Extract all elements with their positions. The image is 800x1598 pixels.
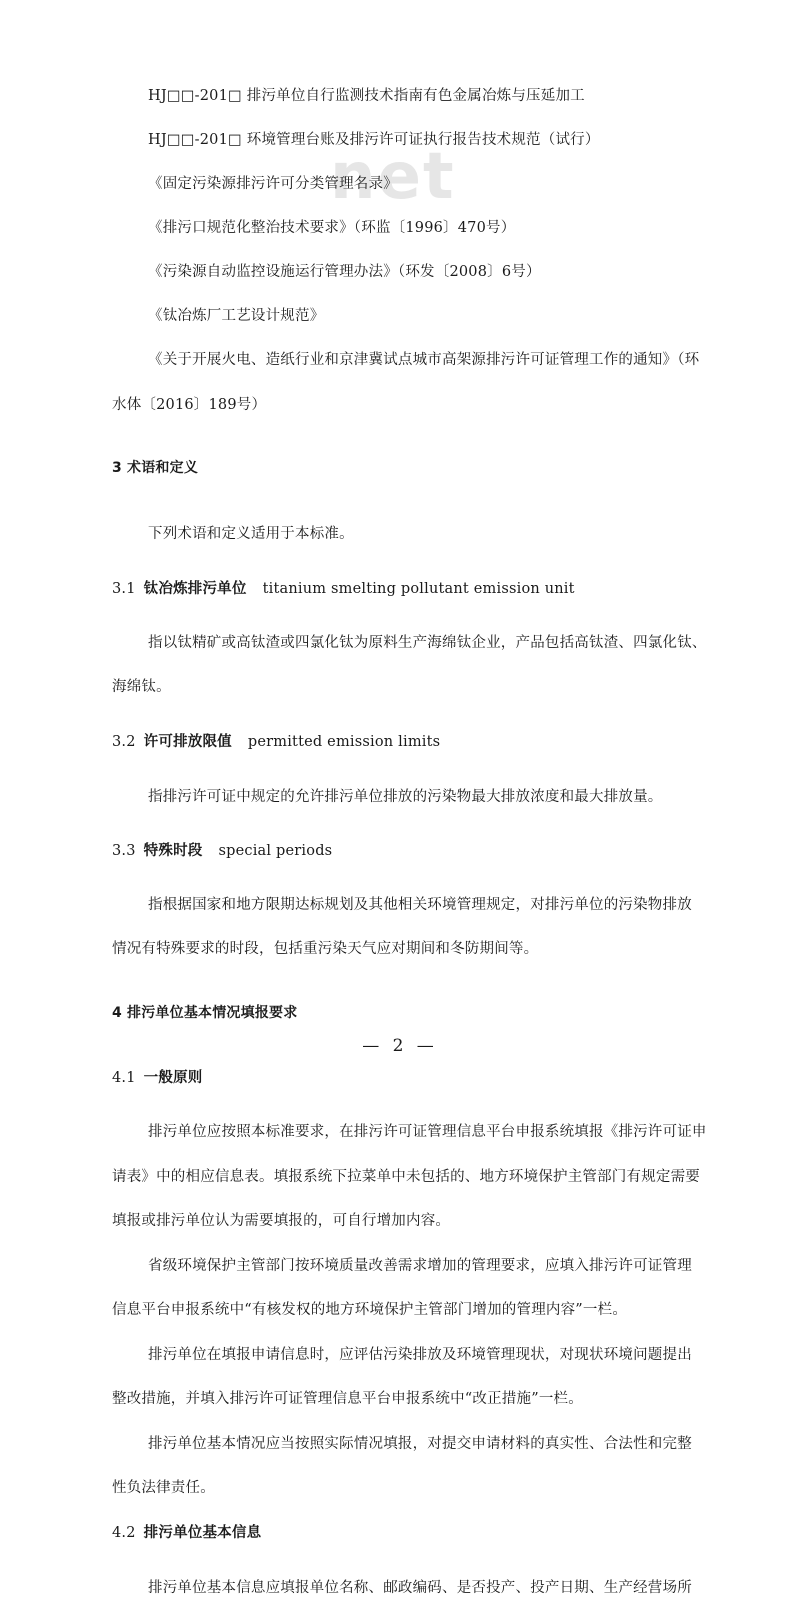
reference-line: 水体〔2016〕189号）: [112, 397, 267, 413]
subsection-title: [112, 732, 800, 752]
paragraph-line: 省级环境保护主管部门按环境质量改善需求增加的管理要求，应填入排污许可证管理: [148, 1258, 692, 1274]
paragraph-line: 排污单位基本信息应填报单位名称、邮政编码、是否投产、投产日期、生产经营场所: [148, 1580, 692, 1596]
section-heading: 4 排污单位基本情况填报要求: [112, 1005, 298, 1021]
paragraph-line: 排污单位基本情况应当按照实际情况填报，对提交申请材料的真实性、合法性和完整: [148, 1436, 692, 1452]
subsection-title: [112, 841, 800, 861]
reference-line: 《关于开展火电、造纸行业和京津冀试点城市高架源排污许可证管理工作的通知》（环: [148, 352, 700, 368]
subsection-title-en: permitted emission limits: [247, 734, 441, 750]
section-heading: 3 术语和定义: [112, 460, 199, 476]
subsection-title-cn: 排污单位基本信息: [143, 1525, 262, 1541]
reference-line: 《固定污染源排污许可分类管理名录》: [148, 176, 398, 192]
reference-line: 《排污口规范化整治技术要求》（环监〔1996〕470号）: [148, 220, 516, 236]
reference-line: HJ□□-201□ 环境管理台账及排污许可证执行报告技术规范（试行）: [148, 132, 600, 148]
watermark: net: [330, 140, 456, 214]
paragraph-line: 海绵钛。: [112, 679, 171, 695]
subsection-title-cn: 钛冶炼排污单位: [143, 581, 247, 597]
subsection-number: 4.1: [112, 1070, 136, 1086]
page-number: — 2 —: [362, 1036, 438, 1056]
paragraph-line: 请表》中的相应信息表。填报系统下拉菜单中未包括的、地方环境保护主管部门有规定需要: [112, 1169, 700, 1185]
reference-line: 《污染源自动监控设施运行管理办法》（环发〔2008〕6号）: [148, 264, 541, 280]
subsection-title-en: special periods: [218, 843, 333, 859]
reference-line: 《钛冶炼厂工艺设计规范》: [148, 308, 325, 324]
paragraph-line: 排污单位在填报申请信息时，应评估污染排放及环境管理现状，对现状环境问题提出: [148, 1347, 692, 1363]
subsection-number: 4.2: [112, 1525, 136, 1541]
paragraph-line: 下列术语和定义适用于本标准。: [148, 526, 354, 542]
subsection-number: 3.3: [112, 843, 136, 859]
subsection-title: [112, 1068, 800, 1088]
subsection-title-cn: 许可排放限值: [143, 734, 232, 750]
subsection-number: 3.2: [112, 734, 136, 750]
subsection-title: [112, 1523, 800, 1543]
paragraph-line: 指根据国家和地方限期达标规划及其他相关环境管理规定，对排污单位的污染物排放: [148, 897, 692, 913]
paragraph-line: 排污单位应按照本标准要求，在排污许可证管理信息平台申报系统填报《排污许可证申: [148, 1124, 707, 1140]
subsection-title-en: titanium smelting pollutant emission unit: [262, 581, 575, 597]
subsection-title-cn: 一般原则: [143, 1070, 203, 1086]
paragraph-line: 情况有特殊要求的时段，包括重污染天气应对期间和冬防期间等。: [112, 941, 539, 957]
paragraph-line: 信息平台申报系统中“有核发权的地方环境保护主管部门增加的管理内容”一栏。: [112, 1302, 628, 1318]
paragraph-line: 性负法律责任。: [112, 1480, 215, 1496]
paragraph-line: 填报或排污单位认为需要填报的，可自行增加内容。: [112, 1213, 451, 1229]
paragraph-line: 整改措施，并填入排污许可证管理信息平台申报系统中“改正措施”一栏。: [112, 1391, 583, 1407]
subsection-number: 3.1: [112, 581, 136, 597]
subsection-title-cn: 特殊时段: [143, 843, 203, 859]
reference-line: HJ□□-201□ 排污单位自行监测技术指南有色金属冶炼与压延加工: [148, 88, 585, 104]
subsection-title: [112, 579, 800, 599]
paragraph-line: 指以钛精矿或高钛渣或四氯化钛为原料生产海绵钛企业，产品包括高钛渣、四氯化钛、: [148, 635, 707, 651]
paragraph-line: 指排污许可证中规定的允许排污单位排放的污染物最大排放浓度和最大排放量。: [148, 789, 663, 805]
